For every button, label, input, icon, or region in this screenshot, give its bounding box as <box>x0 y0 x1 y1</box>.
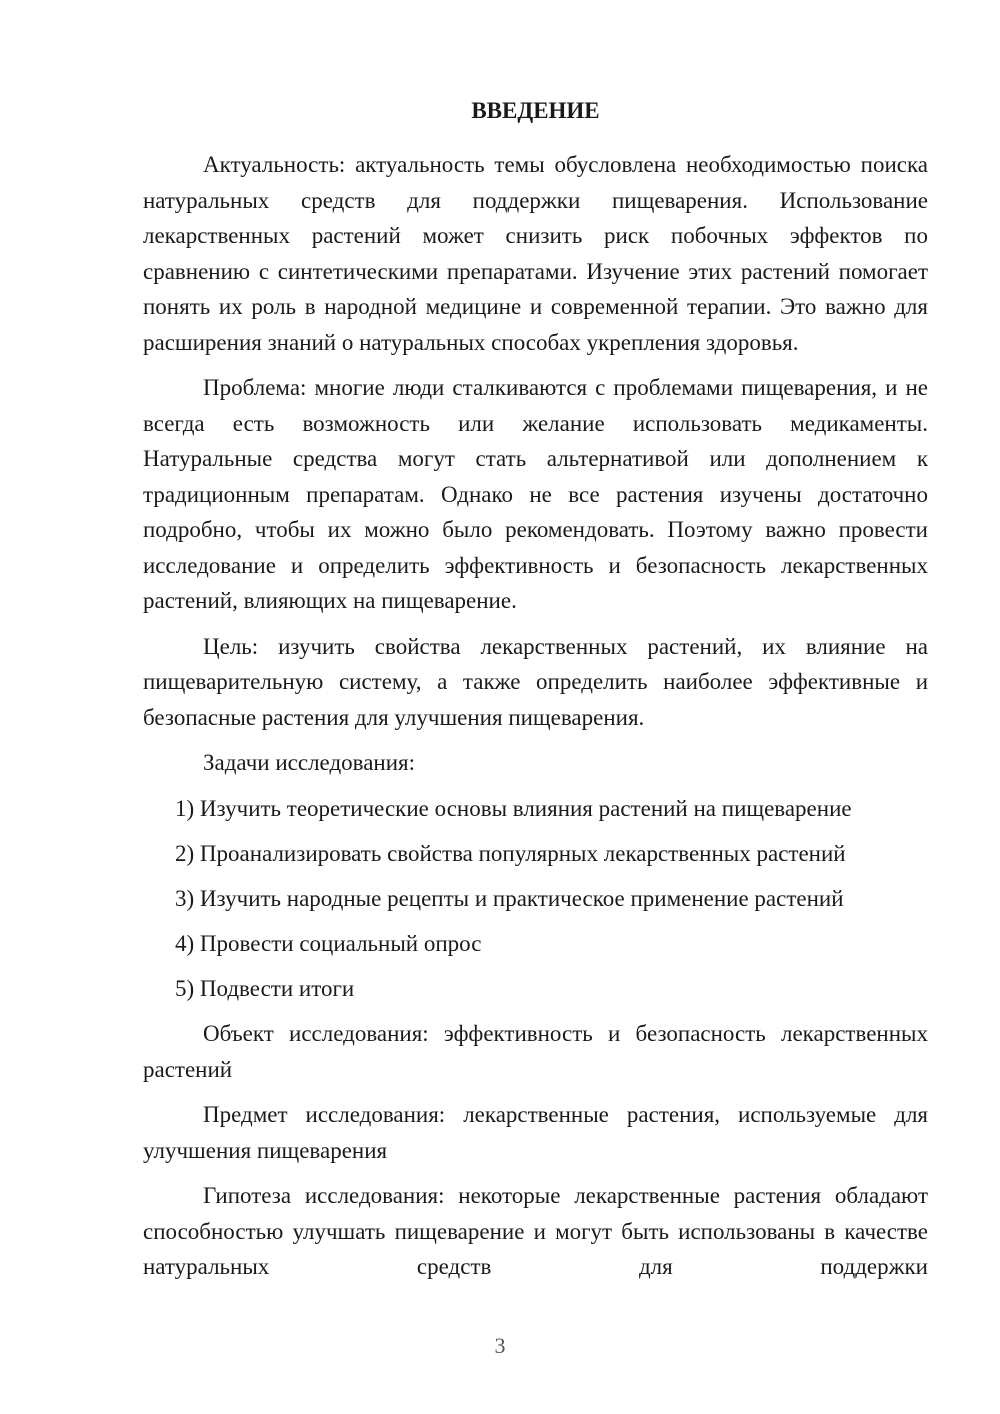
task-item: 4) Провести социальный опрос <box>175 930 482 956</box>
tasks-label: Задачи исследования: <box>203 750 416 775</box>
task-item: 3) Изучить народные рецепты и практическое применение растений <box>175 885 844 911</box>
hypothesis-paragraph: Гипотеза исследования: некоторые лекарственные растения обладают способностью улучшать пищеварение и могут быть использованы в качестве натуральных средств для поддержки <box>143 1183 928 1279</box>
object-paragraph: Объект исследования: эффективность и безопасность лекарственных растений <box>143 1021 928 1082</box>
page-number: 3 <box>494 1333 506 1358</box>
problem-paragraph: Проблема: многие люди сталкиваются с проблемами пищеварения, и не всегда есть возможность или желание использовать медикаменты. Натуральные средства могут стать альтернативой или дополнением к традиционным препаратам. Однако не все растения изучены достаточно подробно, чтобы их можно было рекомендовать. Поэтому важно провести исследование и определить эффективность и безопасность лекарственных растений, влияющих на пищеварение. <box>143 375 928 613</box>
task-item: 1) Изучить теоретические основы влияния растений на пищеварение <box>175 795 852 821</box>
section-heading: ВВЕДЕНИЕ <box>471 98 600 123</box>
subject-paragraph: Предмет исследования: лекарственные растения, используемые для улучшения пищеварения <box>143 1102 928 1163</box>
task-list <box>143 791 928 1007</box>
task-item: 5) Подвести итоги <box>175 975 355 1001</box>
document-page <box>143 92 928 1295</box>
task-item: 2) Проанализировать свойства популярных лекарственных растений <box>175 840 846 866</box>
relevance-paragraph: Актуальность: актуальность темы обусловлена необходимостью поиска натуральных средств для поддержки пищеварения. Использование лекарственных растений может снизить риск побочных эффектов по сравнению с синтетическими препаратами. Изучение этих растений помогает понять их роль в народной медицине и современной терапии. Это важно для расширения знаний о натуральных способах укрепления здоровья. <box>143 152 928 355</box>
goal-paragraph: Цель: изучить свойства лекарственных растений, их влияние на пищеварительную систему, а также определить наиболее эффективные и безопасные растения для улучшения пищеварения. <box>143 633 928 730</box>
